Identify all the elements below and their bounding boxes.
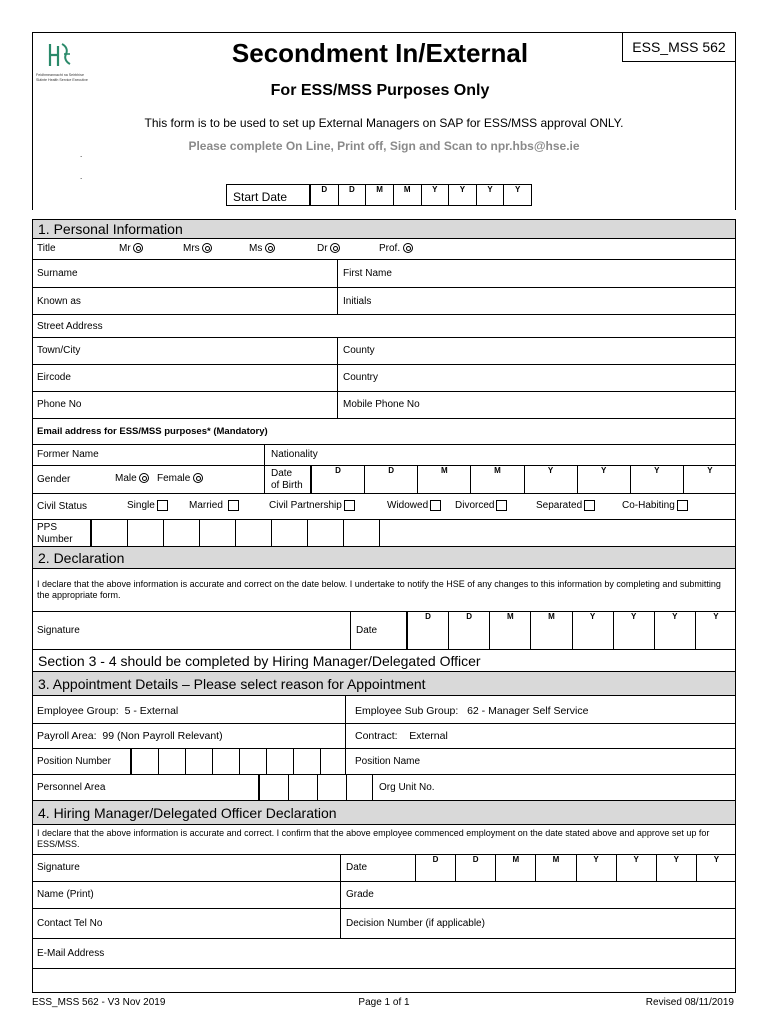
section34-note-text: Section 3 - 4 should be completed by Hiring Manager/Delegated Officer bbox=[38, 652, 481, 669]
radio-icon bbox=[193, 473, 203, 483]
grade-label: Grade bbox=[346, 889, 374, 900]
section-declaration-heading bbox=[32, 547, 736, 569]
country-label: Country bbox=[343, 372, 379, 383]
contact-tel-label: Contact Tel No bbox=[37, 918, 103, 929]
date-digit-box[interactable]: Y bbox=[524, 466, 577, 493]
civil-option-separated[interactable] bbox=[536, 500, 595, 511]
date-digit-row bbox=[310, 185, 531, 205]
org-unit-label: Org Unit No. bbox=[379, 782, 435, 793]
radio-icon bbox=[330, 243, 340, 253]
civil-option-divorced[interactable] bbox=[455, 500, 507, 511]
hiring-email-label: E-Mail Address bbox=[37, 948, 105, 959]
checkbox-icon bbox=[430, 500, 441, 511]
hiring-email-row[interactable] bbox=[32, 939, 736, 969]
surname-row bbox=[32, 260, 736, 288]
title-option-prof[interactable] bbox=[379, 243, 413, 254]
start-date-label: Start Date bbox=[226, 184, 310, 206]
radio-icon bbox=[202, 243, 212, 253]
form-code-box bbox=[622, 32, 736, 62]
date-digit-box[interactable]: D bbox=[415, 855, 455, 881]
date-digit-box[interactable]: D bbox=[407, 612, 448, 649]
section-personal-title: 1. Personal Information bbox=[38, 221, 183, 237]
phone-field[interactable] bbox=[33, 392, 338, 418]
date-digit-box[interactable]: D bbox=[364, 466, 417, 493]
title-option-label: Ms bbox=[249, 243, 263, 254]
county-label: County bbox=[343, 345, 375, 356]
contract-label: Contract: bbox=[355, 730, 398, 742]
radio-icon bbox=[403, 243, 413, 253]
date-digit-box[interactable]: Y bbox=[656, 855, 696, 881]
hiring-signature-field[interactable] bbox=[33, 855, 341, 881]
name-print-row bbox=[32, 882, 736, 909]
pps-input[interactable] bbox=[91, 520, 407, 546]
payroll-area bbox=[37, 730, 223, 742]
page-title: Secondment In/External bbox=[231, 38, 529, 68]
footer-left: ESS_MSS 562 - V3 Nov 2019 bbox=[32, 997, 166, 1008]
intro-text: This form is to be used to set up External Managers on SAP for ESS/MSS approval ONLY. bbox=[144, 116, 624, 130]
date-digit-box[interactable]: Y bbox=[683, 466, 736, 493]
country-field[interactable] bbox=[343, 372, 378, 383]
gender-male-label: Male bbox=[115, 473, 137, 484]
title-option-mr[interactable] bbox=[119, 243, 143, 254]
section34-note bbox=[32, 650, 736, 672]
date-digit-box[interactable]: M bbox=[417, 466, 470, 493]
pps-label-line1: PPS bbox=[37, 522, 58, 533]
first-name-field[interactable] bbox=[343, 268, 392, 279]
employee-sub-group-field[interactable] bbox=[355, 705, 588, 717]
section-hiring-title: 4. Hiring Manager/Delegated Officer Declaration bbox=[38, 804, 337, 821]
known-as-row bbox=[32, 288, 736, 315]
gender-cell bbox=[33, 466, 265, 493]
checkbox-icon bbox=[228, 500, 239, 511]
eircode-field[interactable] bbox=[33, 365, 338, 391]
section-declaration-title: 2. Declaration bbox=[38, 549, 125, 566]
radio-icon bbox=[133, 243, 143, 253]
title-option-label: Dr bbox=[317, 243, 328, 254]
title-option-label: Mr bbox=[119, 243, 131, 254]
radio-icon bbox=[265, 243, 275, 253]
title-option-dr[interactable] bbox=[317, 243, 340, 254]
civil-status-label: Civil Status bbox=[37, 501, 88, 512]
declaration-sign-row bbox=[32, 612, 736, 650]
date-digit-box[interactable]: D bbox=[310, 185, 338, 205]
initials-label: Initials bbox=[343, 296, 372, 307]
date-digit-box[interactable]: M bbox=[535, 855, 575, 881]
initials-field[interactable] bbox=[343, 296, 371, 307]
date-digit-box[interactable]: M bbox=[495, 855, 535, 881]
date-digit-box[interactable]: D bbox=[311, 466, 364, 493]
nationality-label: Nationality bbox=[271, 449, 318, 460]
declaration-text: I declare that the above information is accurate and correct on the date below. I undertake to notify the HSE of any changes to this information by completing and submitting the appropriate form. bbox=[37, 579, 721, 600]
employee-group-label: Employee Group: bbox=[37, 705, 119, 717]
checkbox-icon bbox=[584, 500, 595, 511]
dot-mark: . bbox=[80, 172, 83, 181]
employee-group bbox=[37, 705, 178, 717]
org-unit-field[interactable] bbox=[379, 782, 435, 793]
declaration-date-label: Date bbox=[356, 625, 378, 636]
eircode-label: Eircode bbox=[37, 372, 71, 383]
pps-label-cell bbox=[33, 520, 91, 546]
civil-option-label: Married bbox=[189, 500, 223, 512]
email-label: Email address for ESS/MSS purposes* (Mandatory) bbox=[37, 426, 268, 437]
title-option-label: Prof. bbox=[379, 243, 401, 254]
title-option-ms[interactable] bbox=[249, 243, 275, 254]
payroll-row bbox=[32, 724, 736, 749]
date-digit-box[interactable]: Y bbox=[630, 466, 683, 493]
former-name-field[interactable] bbox=[33, 445, 265, 465]
position-row bbox=[32, 749, 736, 775]
checkbox-icon bbox=[677, 500, 688, 511]
civil-option-single[interactable] bbox=[127, 500, 168, 511]
date-digit-box[interactable]: M bbox=[365, 185, 393, 205]
date-digit-box[interactable]: Y bbox=[654, 612, 695, 649]
date-digit-box[interactable]: Y bbox=[695, 612, 736, 649]
date-digit-box[interactable]: Y bbox=[476, 185, 504, 205]
name-print-field[interactable] bbox=[33, 882, 341, 908]
eircode-row bbox=[32, 365, 736, 392]
town-row bbox=[32, 338, 736, 365]
date-digit-box[interactable]: Y bbox=[577, 466, 630, 493]
personnel-area-row bbox=[32, 775, 736, 801]
section-hiring-heading bbox=[32, 801, 736, 825]
pps-label-line2: Number bbox=[37, 534, 73, 545]
hiring-sign-row bbox=[32, 855, 736, 882]
known-as-field[interactable] bbox=[33, 288, 338, 314]
mobile-field[interactable] bbox=[343, 399, 420, 410]
town-field[interactable] bbox=[33, 338, 338, 364]
form-bottom-edge bbox=[32, 969, 736, 993]
section-appointment-heading bbox=[32, 672, 736, 696]
hse-logo-icon bbox=[36, 40, 92, 70]
date-digit-box[interactable]: Y bbox=[503, 185, 531, 205]
position-name-label: Position Name bbox=[355, 756, 421, 767]
civil-option-label: Widowed bbox=[387, 500, 429, 512]
page-subtitle: For ESS/MSS Purposes Only bbox=[270, 82, 490, 99]
title-option-mrs[interactable] bbox=[183, 243, 212, 254]
form-number: 562 bbox=[702, 39, 726, 55]
street-label: Street Address bbox=[37, 321, 103, 332]
surname-field[interactable] bbox=[33, 260, 338, 287]
start-date-input[interactable] bbox=[310, 184, 532, 206]
street-row[interactable] bbox=[32, 315, 736, 338]
radio-icon bbox=[139, 473, 149, 483]
declaration-date-input[interactable] bbox=[407, 612, 736, 649]
civil-option-label: Single bbox=[127, 500, 155, 512]
position-number-label-cell bbox=[33, 749, 131, 774]
dob-label-line2: of Birth bbox=[271, 480, 303, 491]
position-number-input[interactable] bbox=[131, 749, 346, 774]
civil-option-label: Divorced bbox=[455, 500, 495, 512]
date-digit-box[interactable]: D bbox=[448, 612, 489, 649]
form-code: ESS_MSS bbox=[632, 39, 699, 55]
gender-female-option[interactable] bbox=[157, 473, 203, 484]
date-digit-box[interactable]: M bbox=[489, 612, 530, 649]
gender-label: Gender bbox=[37, 474, 71, 485]
name-print-label: Name (Print) bbox=[37, 889, 94, 900]
employee-group-row bbox=[32, 696, 736, 724]
declaration-signature-field[interactable] bbox=[33, 612, 351, 649]
section-personal-heading bbox=[32, 219, 736, 239]
contract-value: External bbox=[409, 730, 448, 742]
date-digit-box[interactable]: Y bbox=[616, 855, 656, 881]
hiring-text: I declare that the above information is accurate and correct. I confirm that the above employee commenced employment on the date stated above and approve set up for ESS/MSS. bbox=[37, 828, 710, 849]
employee-group-value: 5 - External bbox=[124, 705, 179, 717]
date-digit-box[interactable]: D bbox=[455, 855, 495, 881]
civil-option-widowed[interactable] bbox=[387, 500, 441, 511]
payroll-area-label: Payroll Area: bbox=[37, 730, 97, 742]
title-option-label: Mrs bbox=[183, 243, 200, 254]
hse-logo bbox=[36, 40, 92, 90]
declaration-text-row bbox=[32, 569, 736, 612]
hiring-text-row bbox=[32, 825, 736, 855]
date-digit-box[interactable]: Y bbox=[576, 855, 616, 881]
declaration-date-label-cell bbox=[351, 612, 407, 649]
phone-label: Phone No bbox=[37, 399, 82, 410]
hiring-date-input[interactable] bbox=[415, 855, 736, 881]
civil-option-label: Separated bbox=[536, 500, 583, 512]
checkbox-icon bbox=[496, 500, 507, 511]
date-digit-box[interactable]: Y bbox=[572, 612, 613, 649]
date-digit-box[interactable]: M bbox=[393, 185, 421, 205]
date-digit-box[interactable]: M bbox=[470, 466, 523, 493]
contract-field[interactable] bbox=[355, 730, 448, 742]
mobile-label: Mobile Phone No bbox=[343, 399, 420, 410]
gender-male-option[interactable] bbox=[115, 473, 149, 484]
email-row[interactable] bbox=[32, 419, 736, 445]
date-digit-box[interactable]: Y bbox=[421, 185, 449, 205]
employee-sub-group-label: Employee Sub Group: bbox=[355, 705, 459, 717]
civil-option-cohabiting[interactable] bbox=[622, 500, 688, 511]
logo-caption: Feidhmeannacht na Seirbhíse Sláinte Health Service Executive bbox=[36, 73, 88, 82]
date-digit-box[interactable]: Y bbox=[613, 612, 654, 649]
decision-number-label: Decision Number (if applicable) bbox=[346, 918, 485, 929]
surname-label: Surname bbox=[37, 268, 78, 279]
footer-right: Revised 08/11/2019 bbox=[645, 997, 734, 1008]
title-row bbox=[32, 239, 736, 260]
civil-option-married[interactable] bbox=[189, 500, 239, 511]
county-field[interactable] bbox=[343, 345, 375, 356]
grade-field[interactable] bbox=[346, 889, 374, 900]
footer-page: Page 1 of 1 bbox=[358, 997, 410, 1008]
date-digit-box[interactable]: Y bbox=[696, 855, 736, 881]
civil-status-row bbox=[32, 494, 736, 520]
date-digit-box[interactable]: D bbox=[338, 185, 366, 205]
first-name-label: First Name bbox=[343, 268, 392, 279]
civil-option-label: Co-Habiting bbox=[622, 500, 675, 512]
dot-mark: . bbox=[80, 150, 83, 159]
civil-option-label: Civil Partnership bbox=[269, 500, 342, 512]
date-digit-box[interactable]: Y bbox=[448, 185, 476, 205]
contact-tel-row bbox=[32, 909, 736, 939]
employee-group-field[interactable] bbox=[33, 696, 346, 723]
payroll-area-value: 99 (Non Payroll Relevant) bbox=[102, 730, 223, 742]
personnel-area-label: Personnel Area bbox=[37, 782, 106, 793]
dob-input[interactable] bbox=[311, 466, 736, 493]
dob-label-line1: Date bbox=[271, 468, 293, 479]
title-label: Title bbox=[37, 243, 56, 254]
phone-row bbox=[32, 392, 736, 419]
nationality-field[interactable] bbox=[271, 449, 318, 460]
civil-option-partnership[interactable] bbox=[269, 500, 355, 511]
position-number-label: Position Number bbox=[37, 756, 111, 767]
gender-row bbox=[32, 466, 736, 494]
known-as-label: Known as bbox=[37, 296, 81, 307]
personnel-area-label-cell bbox=[33, 775, 259, 800]
personnel-area-input[interactable] bbox=[259, 775, 373, 800]
payroll-area-field[interactable] bbox=[33, 724, 346, 748]
employee-sub-group-value: 62 - Manager Self Service bbox=[467, 705, 589, 717]
contact-tel-field[interactable] bbox=[33, 909, 341, 938]
hiring-date-label: Date bbox=[346, 862, 368, 873]
date-digit-box[interactable]: M bbox=[530, 612, 571, 649]
position-name-field[interactable] bbox=[355, 756, 420, 767]
instruction-text: Please complete On Line, Print off, Sign and Scan to npr.hbs@hse.ie bbox=[188, 139, 580, 153]
gender-female-label: Female bbox=[157, 473, 191, 484]
former-name-row bbox=[32, 445, 736, 466]
section-appointment-title: 3. Appointment Details – Please select reason for Appointment bbox=[38, 675, 426, 692]
hiring-signature-label: Signature bbox=[37, 862, 80, 873]
checkbox-icon bbox=[344, 500, 355, 511]
dob-label-cell bbox=[265, 466, 311, 493]
former-name-label: Former Name bbox=[37, 449, 99, 460]
checkbox-icon bbox=[157, 500, 168, 511]
town-label: Town/City bbox=[37, 345, 81, 356]
decision-number-field[interactable] bbox=[346, 918, 485, 929]
pps-row bbox=[32, 520, 736, 547]
declaration-signature-label: Signature bbox=[37, 625, 80, 636]
